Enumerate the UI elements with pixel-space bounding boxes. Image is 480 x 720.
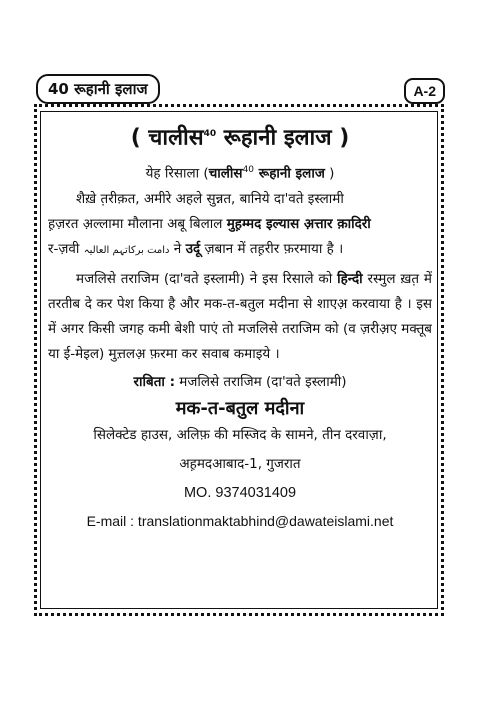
- author-line-end: र-ज़वी دامت برکاتہم العالیہ ने उर्दू ज़बान में तह़रीर फ़रमाया है ।: [48, 240, 344, 257]
- author-name-line: ह़ज़रत अ़ल्लामा मौलाना अबू बिलाल मुह़म्मद इल्यास अ़त्तार क़ादिरी: [48, 215, 371, 232]
- contact-line: राबिता : मजलिसे तराजिम (दा'वते इस्लामी): [133, 373, 347, 390]
- page-code-badge: A-2: [404, 78, 445, 104]
- author-line: शैख़े त़रीक़त, अमीरे अहले सुन्नत, बानिये दा'वते इस्लामी: [76, 190, 344, 207]
- mobile-number: MO. 9374031409: [183, 484, 297, 501]
- translation-paragraph: मजलिसे तराजिम (दा'वते इस्लामी) ने इस रिसाले को हिन्दी रस्मुल ख़त़ में तरतीब दे कर पेश किया है और मक-त-बतुल मदीना से शाएअ़ करवाया है । इस में अगर किसी जगह कमी बेशी पाएं तो मजलिसे तराजिम को (व ज़रीअ़ए मक्तूब या ई-मेइल) मुत्त़लअ़ फ़रमा कर सवाब कमाइये ।: [48, 270, 432, 362]
- arabic-honorific: دامت برکاتہم العالیہ: [83, 244, 170, 256]
- header-title: 40 रूहानी इलाज: [36, 74, 160, 104]
- page-content: [48, 118, 432, 535]
- address-line-2: अह़मदआबाद-1, गुजरात: [179, 455, 301, 472]
- publisher-name: मक-त-बतुल मदीना: [175, 397, 305, 419]
- book-title: ( चालीस$^{40}$ रूहानी इलाज ): [130, 125, 350, 151]
- address-line-1: सिलेक्टेड हाउस, अलिफ़ की मस्जिद के सामने, तीन दरवाज़ा,: [93, 426, 387, 443]
- email-address: E-mail : translationmaktabhind@dawateislami.net: [86, 512, 394, 529]
- intro-line: येह रिसाला (चालीस$^{40}$ रूहानी इलाज ): [145, 165, 335, 182]
